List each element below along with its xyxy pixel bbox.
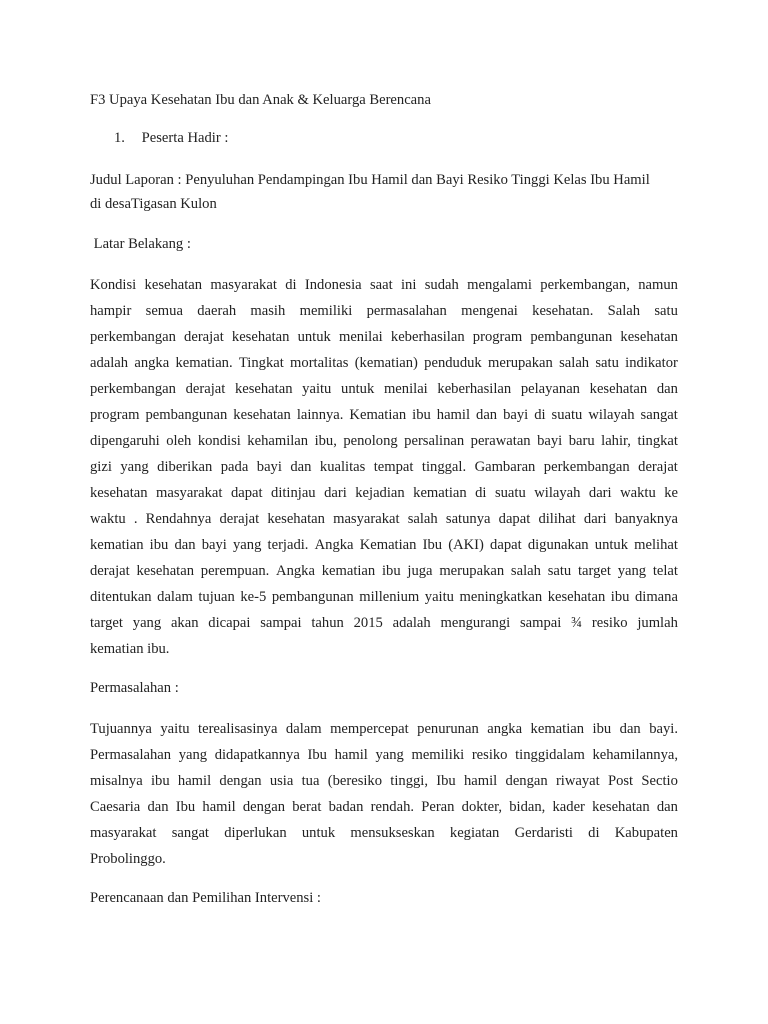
permasalahan-heading: Permasalahan : xyxy=(90,680,179,696)
paragraph-line: Caesaria dan Ibu hamil dengan berat badan rendah. Peran dokter, bidan, kader kesehatan dan xyxy=(90,799,678,815)
judul-line: di desaTigasan Kulon xyxy=(90,196,217,212)
document-title: F3 Upaya Kesehatan Ibu dan Anak & Keluarga Berencana xyxy=(90,92,431,108)
list-item-peserta xyxy=(90,126,678,150)
paragraph-line: kesehatan masyarakat dapat ditinjau dari kejadian kematian di suatu wilayah dari waktu ke xyxy=(90,485,678,501)
paragraph-line: gizi yang diberikan pada bayi dan kualitas tempat tinggal. Gambaran perkembangan derajat xyxy=(90,459,678,475)
latar-belakang-heading: Latar Belakang : xyxy=(90,236,191,252)
list-label: Peserta Hadir : xyxy=(141,130,229,146)
paragraph-line: Permasalahan yang didapatkannya Ibu hamil yang memiliki resiko tinggidalam kehamilannya, xyxy=(90,747,678,763)
paragraph-line: Tujuannya yaitu terealisasinya dalam mempercepat penurunan angka kematian ibu dan bayi. xyxy=(90,721,678,737)
paragraph-line: hampir semua daerah masih memiliki permasalahan mengenai kesehatan. Salah satu xyxy=(90,303,678,319)
paragraph-line: ditentukan dalam tujuan ke-5 pembangunan millenium yaitu meningkatkan kesehatan ibu dimana xyxy=(90,589,678,605)
paragraph-line: kematian ibu dan bayi yang terjadi. Angka Kematian Ibu (AKI) dapat digunakan untuk melihat xyxy=(90,537,678,553)
paragraph-line: target yang akan dicapai sampai tahun 2015 adalah mengurangi sampai ¾ resiko jumlah xyxy=(90,615,678,631)
paragraph-line: dipengaruhi oleh kondisi kehamilan ibu, penolong persalinan perawatan bayi baru lahir, tingkat xyxy=(90,433,678,449)
judul-line: Judul Laporan : Penyuluhan Pendampingan Ibu Hamil dan Bayi Resiko Tinggi Kelas Ibu Hamil xyxy=(90,172,650,188)
paragraph-last-line: kematian ibu. xyxy=(90,641,170,657)
paragraph-line: derajat kesehatan perempuan. Angka kematian ibu juga merupakan salah satu target yang telat xyxy=(90,563,678,579)
paragraph-line: masyarakat sangat diperlukan untuk mensukseskan kegiatan Gerdaristi di Kabupaten xyxy=(90,825,678,841)
judul-laporan xyxy=(90,168,678,216)
paragraph-line: program pembangunan kesehatan lainnya. Kematian ibu hamil dan bayi di suatu wilayah sangat xyxy=(90,407,678,423)
latar-belakang-paragraph xyxy=(90,272,678,662)
paragraph-last-line: Probolinggo. xyxy=(90,851,166,867)
perencanaan-heading: Perencanaan dan Pemilihan Intervensi : xyxy=(90,890,321,906)
paragraph-line: waktu . Rendahnya derajat kesehatan masyarakat salah satunya dapat dilihat dari banyaknya xyxy=(90,511,678,527)
paragraph-line: Kondisi kesehatan masyarakat di Indonesia saat ini sudah mengalami perkembangan, namun xyxy=(90,277,678,293)
paragraph-line: adalah angka kematian. Tingkat mortalitas (kematian) penduduk merupakan salah satu indikator xyxy=(90,355,678,371)
list-number: 1. xyxy=(114,130,125,146)
document-page xyxy=(90,88,678,910)
permasalahan-paragraph xyxy=(90,716,678,872)
paragraph-line: perkembangan derajat kesehatan untuk menilai keberhasilan program pembangunan kesehatan xyxy=(90,329,678,345)
paragraph-line: perkembangan derajat kesehatan yaitu untuk menilai keberhasilan pelayanan kesehatan dan xyxy=(90,381,678,397)
paragraph-line: misalnya ibu hamil dengan usia tua (beresiko tinggi, Ibu hamil dengan riwayat Post Sectio xyxy=(90,773,678,789)
